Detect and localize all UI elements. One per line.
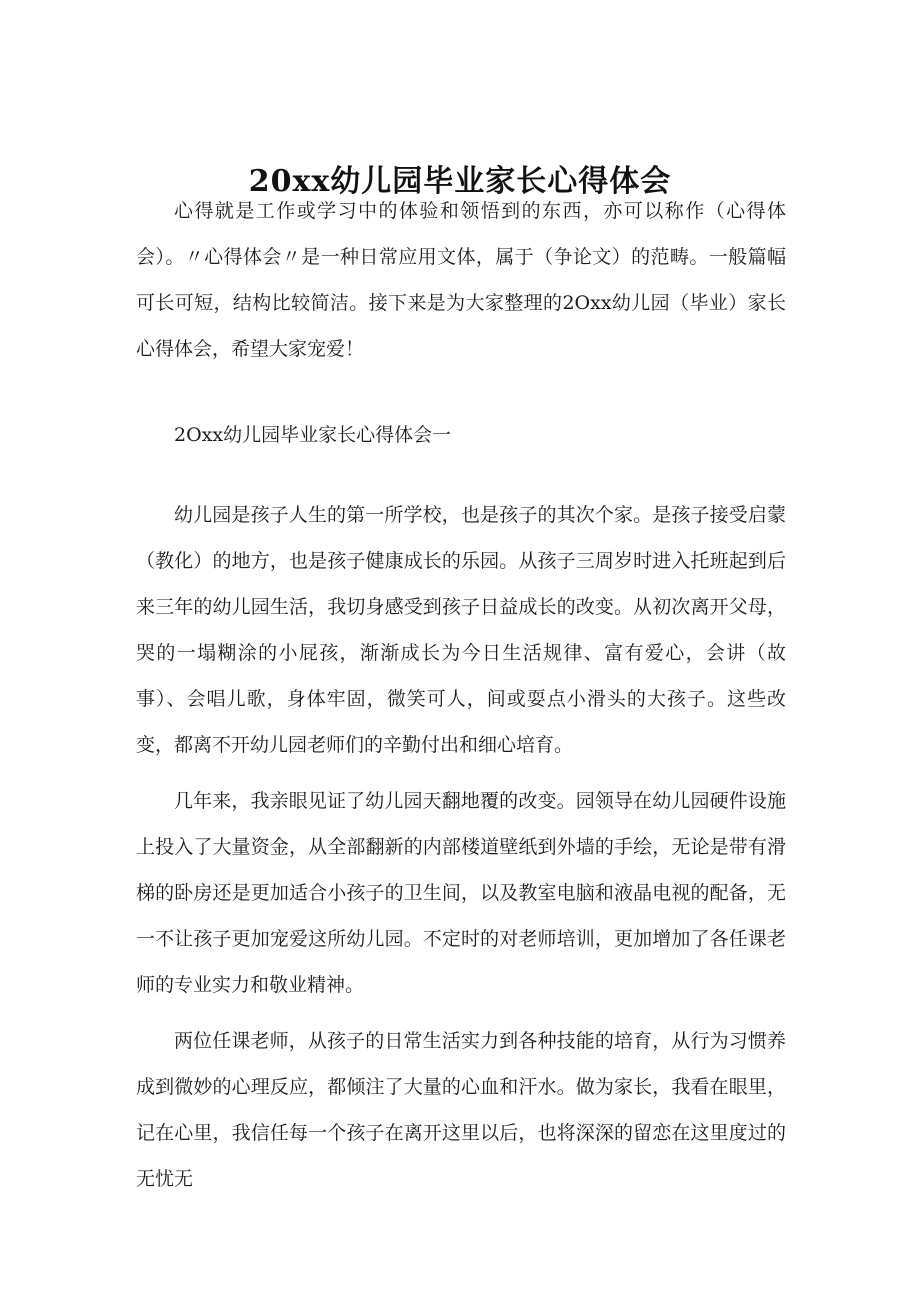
body-paragraph-1: 幼儿园是孩子人生的第一所学校，也是孩子的其次个家。是孩子接受启蒙（教化）的地方，也是孩子健康成长的乐园。从孩子三周岁时进入托班起到后来三年的幼儿园生活，我切身感受到孩子日益成长的改变。从初次离开父母，哭的一塌糊涂的小屁孩，渐渐成长为今日生活规律、富有爱心，会讲（故事）、会唱儿歌，身体牢固，微笑可人，间或耍点小滑头的大孩子。这些改变，都离不开幼儿园老师们的辛勤付出和细心培育。 — [136, 504, 786, 756]
document-title: 20xx幼儿园毕业家长心得体会 — [248, 164, 672, 200]
body-paragraph-2: 几年来，我亲眼见证了幼儿园天翻地覆的改变。园领导在幼儿园硬件设施上投入了大量资金，从全部翻新的内部楼道壁纸到外墙的手绘，无论是带有滑梯的卧房还是更加适合小孩子的卫生间，以及教室电脑和液晶电视的配备，无一不让孩子更加宠爱这所幼儿园。不定时的对老师培训，更加增加了各任课老师的专业实力和敬业精神。 — [136, 790, 786, 996]
body-paragraph-3: 两位任课老师，从孩子的日常生活实力到各种技能的培育，从行为习惯养成到微妙的心理反应，都倾注了大量的心血和汗水。做为家长，我看在眼里，记在心里，我信任每一个孩子在离开这里以后，也将深深的留恋在这里度过的无忧无 — [136, 1030, 786, 1190]
section-title: 2Oxx幼儿园毕业家长心得体会一 — [174, 424, 452, 446]
intro-paragraph: 心得就是工作或学习中的体验和领悟到的东西，亦可以称作（心得体会）。〃心得体会〃是一种日常应用文体，属于（争论文）的范畴。一般篇幅可长可短，结构比较简洁。接下来是为大家整理的2Oxx幼儿园（毕业）家长心得体会，希望大家宠爱！ — [136, 200, 786, 360]
